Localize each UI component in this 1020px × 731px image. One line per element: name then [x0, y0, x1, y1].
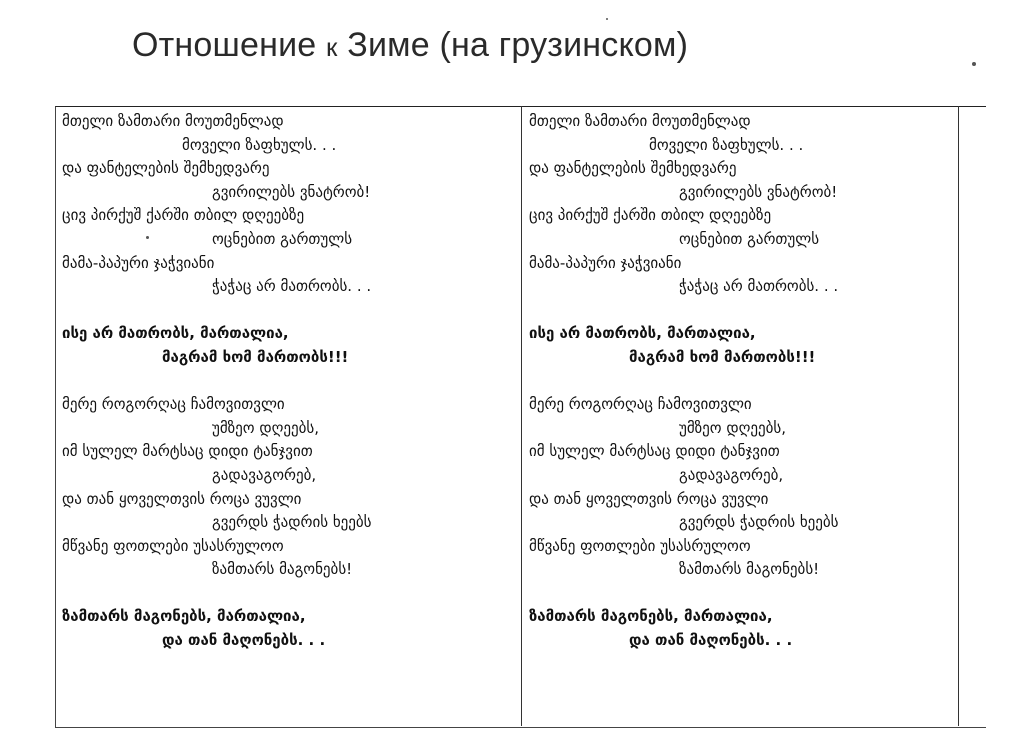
poem-column-right — [529, 110, 954, 653]
poem-line: იმ სულელ მარტსაც დიდი ტანჯვით — [62, 442, 313, 461]
stanza-gap — [62, 370, 517, 394]
poem-line: და თან ყოველთვის როცა ვუვლი — [62, 489, 302, 508]
poem-line: გვირილებს ვნატრობ! — [212, 182, 371, 201]
poem-line: უმზეო დღეებს, — [679, 418, 787, 437]
poem-line: გვერდს ჭადრის ხეებს — [679, 513, 839, 532]
poem-line: ცივ პირქუშ ქარში თბილ დღეებზე — [529, 206, 772, 225]
poem-line: ჭაჭაც არ მათრობს. . . — [212, 277, 372, 296]
title-part-3: Зиме (на грузинском) — [337, 26, 689, 64]
stanza-gap — [62, 582, 517, 606]
poem-line: მოველი ზაფხულს. . . — [649, 135, 804, 154]
poem-line: ზამთარს მაგონებს, მართალია, — [62, 607, 306, 626]
poem-line: მწვანე ფოთლები უსასრულოო — [62, 536, 284, 555]
poem-line: ოცნებით გართულს — [679, 229, 820, 248]
poem-line: და თან მაღონებს. . . — [162, 631, 326, 650]
title-part-1: Отношение — [132, 26, 327, 64]
poem-line: ისე არ მათრობს, მართალია, — [529, 324, 756, 343]
poem-line: მერე როგორღაც ჩამოვითვლი — [529, 395, 752, 414]
stanza-gap — [529, 370, 954, 394]
poem-line: გადავაგორებ, — [679, 465, 784, 484]
page-title — [132, 26, 688, 65]
scan-speck — [606, 18, 608, 20]
poem-line: ზამთარს მაგონებს, მართალია, — [529, 607, 773, 626]
poem-line: მთელი ზამთარი მოუთმენლად — [62, 112, 284, 130]
poem-line: იმ სულელ მარტსაც დიდი ტანჯვით — [529, 442, 780, 461]
poem-line: მწვანე ფოთლები უსასრულოო — [529, 536, 751, 555]
poem-line: ზამთარს მაგონებს! — [212, 560, 353, 579]
poem-line: გადავაგორებ, — [212, 465, 317, 484]
poem-line: მამა-პაპური ჯაჭვიანი — [529, 253, 682, 272]
stanza-gap — [529, 582, 954, 606]
poem-line: მაგრამ ხომ მართობს!!! — [629, 347, 816, 366]
poem-line: და თან ყოველთვის როცა ვუვლი — [529, 489, 769, 508]
poem-line: მთელი ზამთარი მოუთმენლად — [529, 112, 751, 130]
poem-line: მაგრამ ხომ მართობს!!! — [162, 347, 349, 366]
column-divider — [521, 106, 522, 726]
poem-line: გვერდს ჭადრის ხეებს — [212, 513, 372, 532]
title-part-2: к — [326, 32, 338, 62]
poem-line: ისე არ მათრობს, მართალია, — [62, 324, 289, 343]
poem-line: ოცნებით გართულს — [212, 229, 353, 248]
poem-column-left — [62, 110, 517, 653]
scan-speck — [972, 62, 976, 66]
poem-line: და ფანტელების შემხედვარე — [529, 159, 737, 178]
poem-line: და თან მაღონებს. . . — [629, 631, 793, 650]
stanza-gap — [529, 299, 954, 323]
poem-line: ზამთარს მაგონებს! — [679, 560, 820, 579]
poem-line: ცივ პირქუშ ქარში თბილ დღეებზე — [62, 206, 305, 225]
poem-line: გვირილებს ვნატრობ! — [679, 182, 838, 201]
poem-line: და ფანტელების შემხედვარე — [62, 159, 270, 178]
poem-line: მამა-პაპური ჯაჭვიანი — [62, 253, 215, 272]
stanza-gap — [62, 299, 517, 323]
poem-line: მერე როგორღაც ჩამოვითვლი — [62, 395, 285, 414]
poem-line: ჭაჭაც არ მათრობს. . . — [679, 277, 839, 296]
poem-line: უმზეო დღეებს, — [212, 418, 320, 437]
poem-line: მოველი ზაფხულს. . . — [182, 135, 337, 154]
right-margin-line — [958, 106, 959, 726]
